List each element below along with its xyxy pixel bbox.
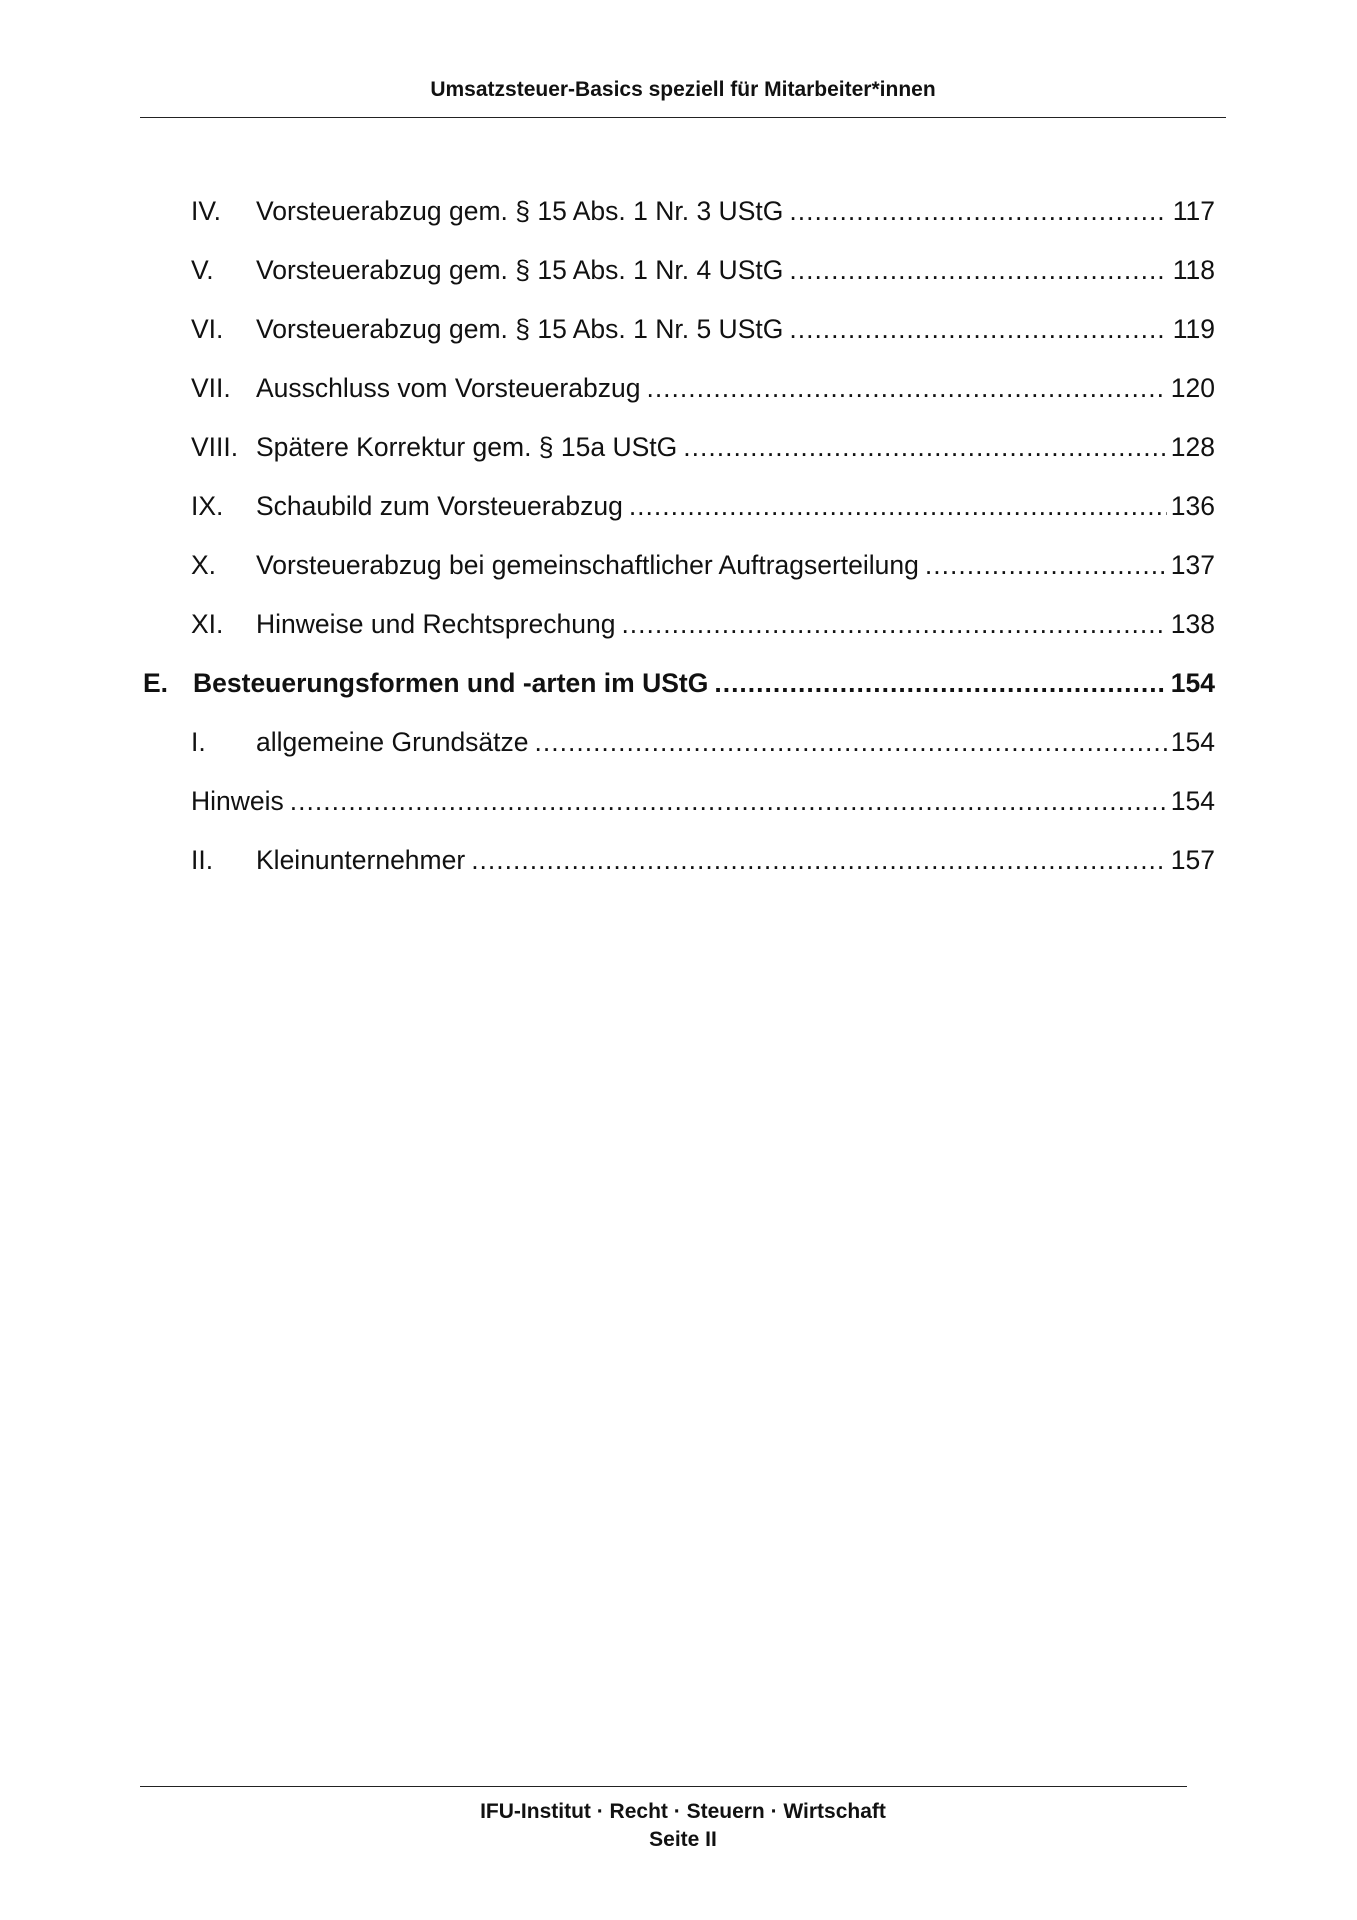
dot-leader — [646, 368, 1166, 408]
toc-entry-vii[interactable] — [191, 368, 1215, 408]
page-header: Umsatzsteuer-Basics speziell für Mitarbeiter*innen — [430, 78, 936, 101]
dot-leader — [535, 722, 1167, 762]
toc-entry-ii[interactable] — [191, 840, 1215, 880]
toc-entry-number: IV. — [191, 196, 221, 226]
toc-entry-page: 137 — [1170, 550, 1215, 580]
toc-entry-number: X. — [191, 550, 217, 580]
toc-entry-title: Besteuerungsformen und -arten im UStG — [193, 668, 709, 698]
toc-entry-page: 128 — [1170, 432, 1215, 462]
toc-entry-number: II. — [191, 845, 214, 875]
dot-leader — [789, 250, 1167, 290]
toc-entry-number: VII. — [191, 373, 231, 403]
toc-entry-xi[interactable] — [191, 604, 1215, 644]
dot-leader — [471, 840, 1167, 880]
toc-entry-title: Kleinunternehmer — [256, 845, 466, 875]
toc-entry-title: Ausschluss vom Vorsteuerabzug — [256, 373, 641, 403]
toc-entry-number: V. — [191, 255, 214, 285]
toc-entry-title: Hinweise und Rechtsprechung — [256, 609, 616, 639]
toc-entry-number: VIII. — [191, 432, 239, 462]
dot-leader — [789, 309, 1167, 349]
toc-entry-x[interactable] — [191, 545, 1215, 585]
toc-entry-v[interactable] — [191, 250, 1215, 290]
toc-entry-title: Hinweis — [191, 786, 284, 816]
toc-entry-page: 157 — [1170, 845, 1215, 875]
dot-leader — [789, 191, 1167, 231]
toc-entry-number: I. — [191, 727, 206, 757]
toc-entry-page: 154 — [1170, 668, 1215, 698]
toc-entry-title: Vorsteuerabzug bei gemeinschaftlicher Auftragserteilung — [256, 550, 919, 580]
dot-leader — [683, 427, 1167, 467]
toc-entry-number: VI. — [191, 314, 224, 344]
toc-entry-number: E. — [143, 668, 169, 698]
header-divider — [140, 117, 1226, 118]
toc-entry-page: 117 — [1172, 196, 1215, 226]
toc-entry-title: Vorsteuerabzug gem. § 15 Abs. 1 Nr. 3 UStG — [256, 196, 784, 226]
toc-entry-title: Spätere Korrektur gem. § 15a UStG — [256, 432, 678, 462]
toc-entry-title: Schaubild zum Vorsteuerabzug — [256, 491, 623, 521]
footer-institute: IFU-Institut · Recht · Steuern · Wirtschaft — [480, 1800, 886, 1823]
toc-entry-vi[interactable] — [191, 309, 1215, 349]
toc-entry-title: allgemeine Grundsätze — [256, 727, 529, 757]
dot-leader — [629, 486, 1167, 526]
dot-leader — [290, 781, 1167, 821]
footer-divider — [140, 1786, 1187, 1787]
toc-entry-page: 136 — [1170, 491, 1215, 521]
toc-entry-iv[interactable] — [191, 191, 1215, 231]
toc-entry-hinweis[interactable] — [191, 781, 1215, 821]
dot-leader — [621, 604, 1166, 644]
toc-entry-viii[interactable] — [191, 427, 1215, 467]
footer-page-number: Seite II — [649, 1828, 717, 1851]
toc-entry-page: 119 — [1172, 314, 1215, 344]
toc-entry-page: 138 — [1170, 609, 1215, 639]
toc-entry-number: IX. — [191, 491, 224, 521]
toc-entry-page: 154 — [1170, 786, 1215, 816]
dot-leader — [714, 663, 1166, 703]
toc-entry-i[interactable] — [191, 722, 1215, 762]
toc-entry-number: XI. — [191, 609, 224, 639]
toc-entry-e[interactable] — [143, 663, 1215, 703]
dot-leader — [925, 545, 1167, 585]
toc-entry-page: 154 — [1170, 727, 1215, 757]
toc-entry-title: Vorsteuerabzug gem. § 15 Abs. 1 Nr. 5 UStG — [256, 314, 784, 344]
toc-entry-page: 120 — [1170, 373, 1215, 403]
toc-entry-page: 118 — [1172, 255, 1215, 285]
toc-entry-ix[interactable] — [191, 486, 1215, 526]
toc-entry-title: Vorsteuerabzug gem. § 15 Abs. 1 Nr. 4 UStG — [256, 255, 784, 285]
